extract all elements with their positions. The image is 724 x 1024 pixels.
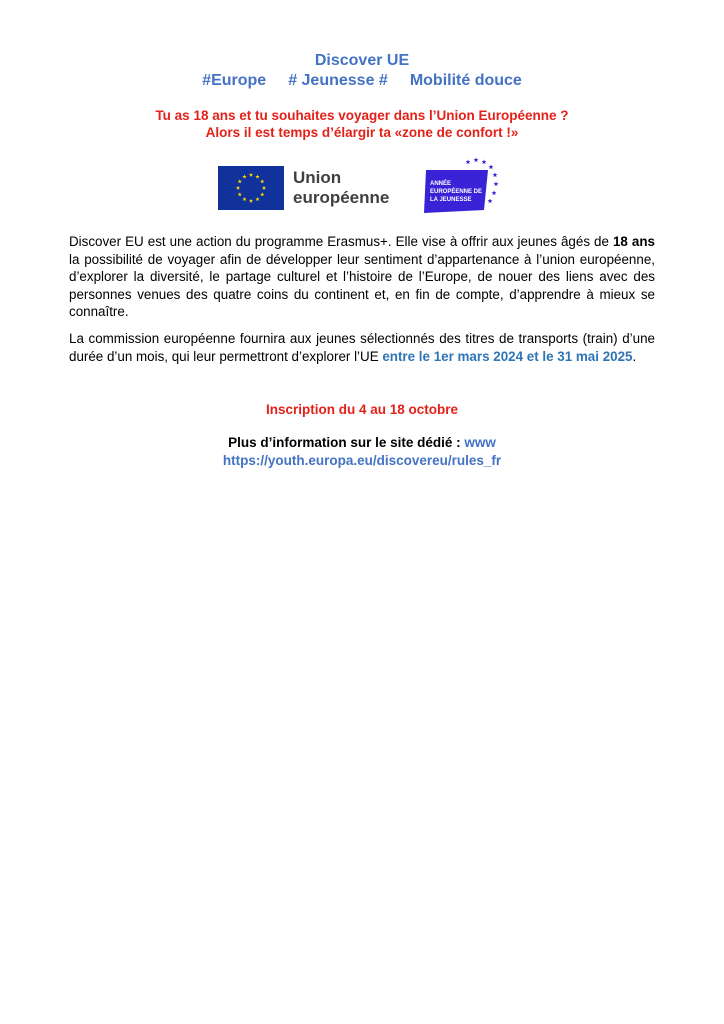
- youth-year-star: [474, 157, 479, 162]
- youth-year-star: [489, 164, 494, 169]
- more-info: [0, 434, 724, 469]
- aej-line-2: EUROPÉENNE DE: [430, 189, 483, 195]
- eu-logo-text: [293, 168, 389, 208]
- intro-line-2: Alors il est temps d’élargir ta «zone de confort !»: [205, 125, 519, 140]
- eu-logo: [218, 166, 398, 210]
- intro-line-1: Tu as 18 ans et tu souhaites voyager dans l’Union Européenne ?: [155, 108, 569, 123]
- page-title: Discover UE: [314, 52, 410, 69]
- youth-year-star: [492, 190, 497, 195]
- eu-flag-icon: [218, 166, 284, 210]
- youth-year-star: [493, 172, 498, 177]
- youth-year-star: [482, 159, 487, 164]
- p2-text-b: .: [632, 348, 637, 364]
- logo-row: [218, 157, 518, 215]
- tag-jeunesse: # Jeunesse #: [288, 72, 388, 89]
- more-info-label: Plus d’information sur le site dédié :: [228, 435, 465, 450]
- eu-star: [255, 197, 259, 201]
- aej-line-3: LA JEUNESSE: [430, 197, 472, 203]
- intro-callout: [0, 107, 724, 141]
- eu-logo-line-1: Union: [293, 168, 342, 187]
- youth-year-badge-icon: [424, 157, 510, 215]
- eu-logo-line-2: européenne: [293, 188, 390, 207]
- eu-star: [255, 175, 259, 179]
- european-youth-year-logo: [424, 157, 510, 215]
- paragraph-transport: [69, 330, 655, 365]
- youth-year-star: [494, 181, 499, 186]
- eu-star: [238, 192, 242, 196]
- tag-mobilite: Mobilité douce: [409, 72, 522, 89]
- p2-date-highlight: entre le 1er mars 2024 et le 31 mai 2025: [382, 348, 633, 364]
- eu-star: [236, 186, 240, 190]
- eu-star: [242, 175, 246, 179]
- more-info-line-1: [0, 434, 724, 452]
- aej-line-1: ANNÉE: [430, 181, 452, 187]
- youth-year-star: [466, 159, 471, 164]
- eu-star: [242, 197, 246, 201]
- www-link[interactable]: www: [464, 435, 496, 450]
- youth-year-star: [488, 198, 493, 203]
- p1-age-bold: 18 ans: [612, 234, 655, 249]
- eu-stars-icon: [218, 166, 284, 210]
- eu-star: [260, 179, 264, 183]
- p1-text-b: la possibilité de voyager afin de développer leur sentiment d’appartenance à l’union européenne, d’explorer la diversité, le partage culturel et l’histoire de l’Europe, de nouer des liens avec des personnes venues des quatre coins du continent et, en fin de compte, d’apprendre à mieux se connaître.: [69, 251, 655, 320]
- eu-star: [260, 192, 264, 196]
- hashtag-line: [0, 71, 724, 91]
- eu-star: [249, 199, 253, 203]
- eu-star: [249, 173, 253, 177]
- inscription-dates: Inscription du 4 au 18 octobre: [265, 402, 459, 417]
- p1-text-a: Discover EU est une action du programme Erasmus+. Elle vise à offrir aux jeunes âgés de: [69, 234, 613, 249]
- p2-text-a: La commission européenne fournira aux jeunes sélectionnés des titres de transports (train) d’une durée d’un mois, qui leur permettront d’explorer l’UE: [69, 331, 655, 364]
- paragraph-description: [69, 233, 655, 321]
- tag-europe: #Europe: [202, 72, 267, 89]
- eu-star: [262, 186, 266, 190]
- discovereu-url-link[interactable]: https://youth.europa.eu/discovereu/rules_fr: [222, 452, 502, 468]
- eu-star: [238, 179, 242, 183]
